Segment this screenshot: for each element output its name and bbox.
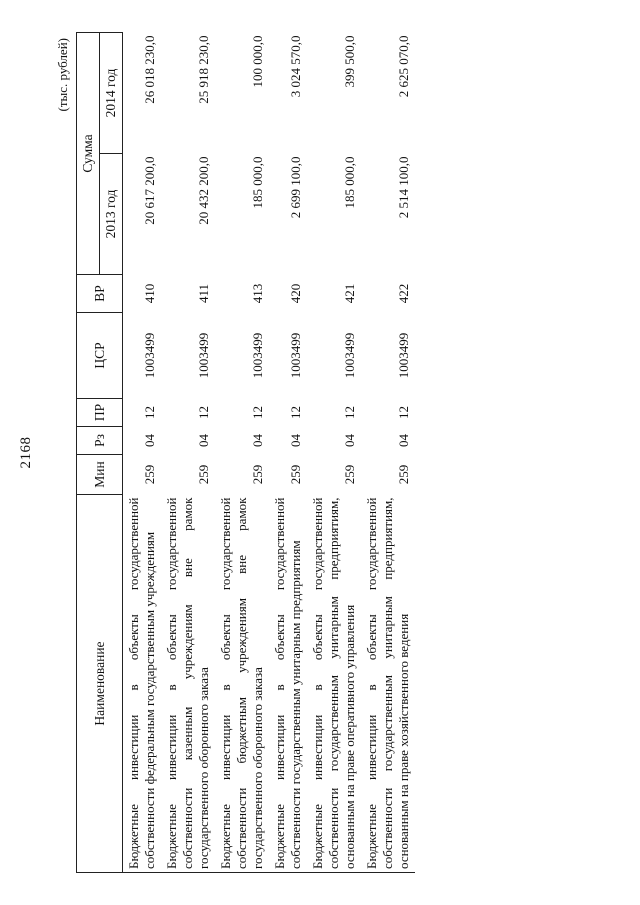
row-amount-2013: 20 432 200,0 [196,156,211,225]
table-row [215,32,269,872]
row-vr: 420 [288,283,303,304]
row-vr: 421 [342,283,357,304]
row-rz: 04 [396,434,411,447]
row-min: 259 [342,464,357,485]
row-amount-2013: 2 514 100,0 [396,156,411,219]
row-amount-2014: 25 918 230,0 [196,35,211,104]
row-rz: 04 [342,434,357,447]
row-rz: 04 [196,434,211,447]
row-pr: 12 [288,406,303,419]
row-pr: 12 [342,406,357,419]
row-csr: 1003499 [142,332,157,379]
table-row [307,32,361,872]
header-year-2013: 2013 год [100,154,123,275]
table-body [123,32,416,872]
row-amount-2014: 100 000,0 [250,35,265,88]
row-pr: 12 [196,406,211,419]
header-min: Мин [77,455,123,495]
header-name: Наименование [77,495,123,873]
row-amount-2013: 2 699 100,0 [288,156,303,219]
row-name: Бюджетные инвестиции в объекты государственной собственности бюджетным учреждениям вне рамок государственного оборонного заказа [215,495,269,873]
row-pr: 12 [250,406,265,419]
header-csr: ЦСР [77,313,123,399]
budget-table [76,32,415,873]
row-name: Бюджетные инвестиции в объекты государственной собственности государственным унитарным предприятиям, основанным на праве оперативного управления [307,495,361,873]
units-label: (тыс. рублей) [55,38,70,112]
row-name: Бюджетные инвестиции в объекты государственной собственности федеральным государственным учреждениям [123,495,162,873]
row-rz: 04 [288,434,303,447]
row-vr: 411 [196,283,211,304]
row-amount-2013: 185 000,0 [250,156,265,209]
row-vr: 422 [396,283,411,304]
row-amount-2013: 20 617 200,0 [142,156,157,225]
row-csr: 1003499 [396,332,411,379]
table-row [269,32,307,872]
row-min: 259 [288,464,303,485]
table-row [123,32,162,872]
row-min: 259 [250,464,265,485]
row-name: Бюджетные инвестиции в объекты государственной собственности казенным учреждениям вне рамок государственного оборонного заказа [161,495,215,873]
row-amount-2014: 399 500,0 [342,35,357,88]
row-csr: 1003499 [196,332,211,379]
header-vr: ВР [77,275,123,313]
row-csr: 1003499 [250,332,265,379]
table-row [361,32,415,872]
row-amount-2014: 3 024 570,0 [288,35,303,98]
row-rz: 04 [250,434,265,447]
row-name: Бюджетные инвестиции в объекты государственной собственности государственным унитарным предприятиям, основанным на праве хозяйственного ведения [361,495,415,873]
row-amount-2013: 185 000,0 [342,156,357,209]
header-row [77,32,100,872]
row-vr: 410 [142,283,157,304]
row-name: Бюджетные инвестиции в объекты государственной собственности государственным унитарным предприятиям [269,495,307,873]
table-row [161,32,215,872]
row-pr: 12 [396,406,411,419]
row-min: 259 [142,464,157,485]
row-csr: 1003499 [342,332,357,379]
row-csr: 1003499 [288,332,303,379]
row-pr: 12 [142,406,157,419]
row-rz: 04 [142,434,157,447]
page-number: 2168 [18,436,34,469]
header-year-2014: 2014 год [100,32,123,153]
header-pr: ПР [77,399,123,427]
row-amount-2014: 2 625 070,0 [396,35,411,98]
row-amount-2014: 26 018 230,0 [142,35,157,104]
header-rz: Рз [77,427,123,455]
header-sum: Сумма [77,32,100,274]
row-min: 259 [196,464,211,485]
row-vr: 413 [250,283,265,304]
row-min: 259 [396,464,411,485]
